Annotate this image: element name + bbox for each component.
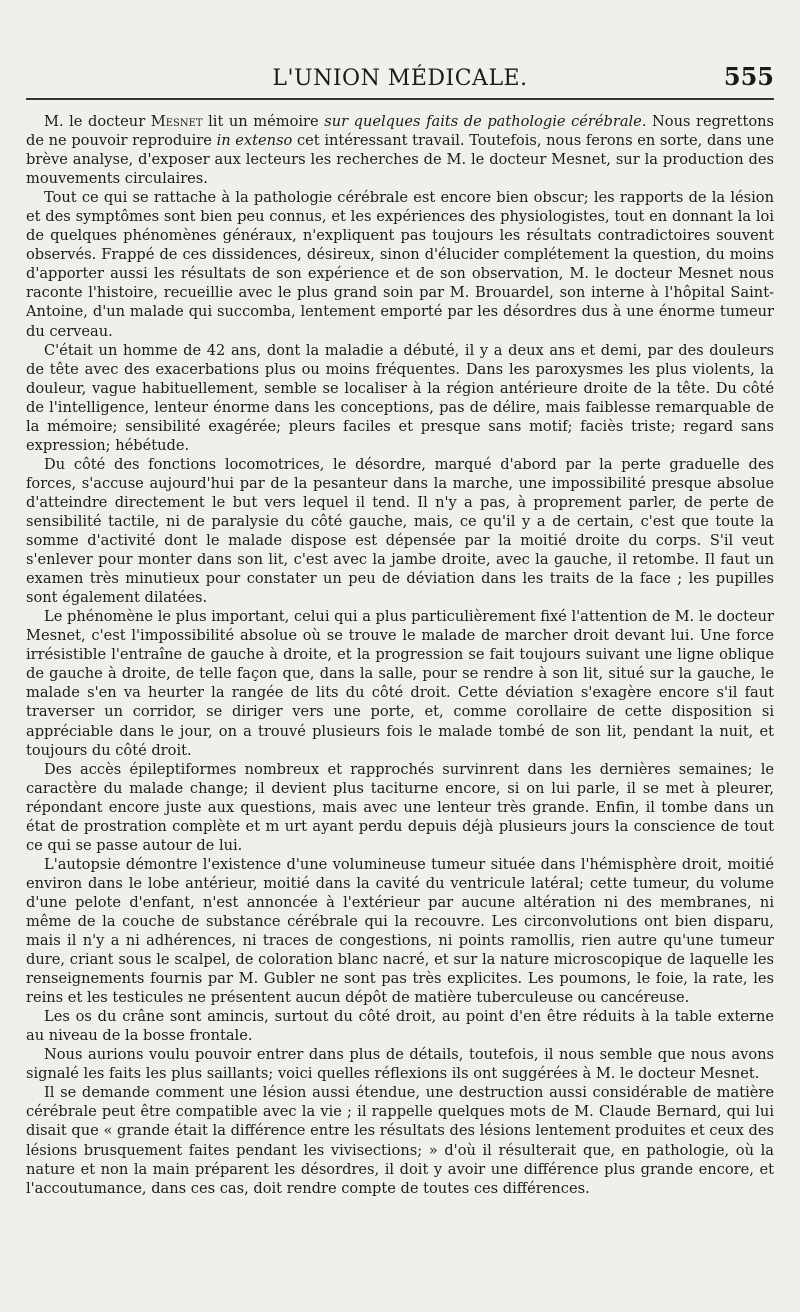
paragraph-9: Nous aurions voulu pouvoir entrer dans plus de détails, toutefois, il nous semble que nous avons signalé les faits les plus saillants; voici quelles réflexions ils ont suggérées à M. le docteur Mesnet. bbox=[26, 1046, 774, 1083]
page-number: 555 bbox=[723, 62, 774, 91]
paragraph-6: Des accès épileptiformes nombreux et rapprochés survinrent dans les dernières semaines; le caractère du malade change; il devient plus taciturne encore, si on lui parle, il se met à pleurer, répondant encore juste aux questions, mais avec une lenteur très grande. Enfin, il tombe dans un état de prostration complète et m urt ayant perdu depuis déjà plusieurs jours la conscience de tout ce qui se passe autour de lui. bbox=[26, 760, 774, 854]
paragraph-1 bbox=[26, 112, 774, 188]
paragraph-1-mid2: Nous regrettons de ne pouvoir reproduire bbox=[26, 113, 775, 150]
paragraph-4: Du côté des fonctions locomotrices, le désordre, marqué d'abord par la perte graduelle des forces, s'accuse aujourd'hui par de la pesanteur dans la marche, une impossibilité presque absolue d'atteindre directement le but vers lequel il tend. Il n'y a pas, à proprement parler, de perte de sensibilité tactile, ni de paralysie du côté gauche, mais, ce qu'il y a de certain, c'est que toute la somme d'activité dont le malade dispose est dépensée par la moitié droite du corps. S'il veut s'enlever pour monter dans son lit, c'est avec la jambe droite, avec la gauche, il retombe. Il faut un examen très minutieux pour constater un peu de déviation dans les traits de la face ; les pupilles sont également dilatées. bbox=[26, 455, 774, 607]
paragraph-5: Le phénomène le plus important, celui qui a plus particulièrement fixé l'attention de M. le docteur Mesnet, c'est l'impossibilité absolue où se trouve le malade de marcher droit devant lui. Une force irrésistible l'entraîne de gauche à droite, et la progression se fait toujours suivant une ligne oblique de gauche à droite, de telle façon que, dans la salle, pour se rendre à son lit, situé sur la gauche, le malade s'en va heurter la rangée de lits du côté droit. Cette déviation s'exagère encore s'il faut traverser un corridor, se diriger vers une porte, et, comme corollaire de cette disposition si appréciable dans le jour, on a trouvé plusieurs fois le malade tombé de son lit, pendant la nuit, et toujours du côté droit. bbox=[26, 608, 774, 759]
paragraph-3: C'était un homme de 42 ans, dont la maladie a débuté, il y a deux ans et demi, par des douleurs de tête avec des exacerbations plus ou moins fréquentes. Dans les paroxysmes les plus violents, la douleur, vague habituellement, semble se localiser à la région antérieure droite de la tête. Du côté de l'intelligence, lenteur énorme dans les conceptions, pas de délire, mais faiblesse remarquable de la mémoire; sensibilité exagérée; pleurs faciles et presque sans motif; faciès triste; regard sans expression; hébétude. bbox=[26, 341, 774, 454]
article-body bbox=[26, 112, 774, 1198]
header-rule bbox=[26, 98, 774, 100]
memoir-title: sur quelques faits de pathologie cérébrale. bbox=[324, 113, 647, 130]
latin-phrase: in extenso bbox=[216, 132, 293, 150]
paragraph-1-rest: cet intéressant travail. Toutefois, nous ferons en sorte, dans une brève analyse, d'exposer aux lecteurs les recherches de M. le docteur Mesnet, sur la production des mouvements circulaires. bbox=[26, 132, 774, 188]
paragraph-1-lead: M. le docteur bbox=[44, 113, 151, 130]
paragraph-10: Il se demande comment une lésion aussi étendue, une destruction aussi considérable de matière cérébrale peut être compatible avec la vie ; il rappelle quelques mots de M. Claude Bernard, qui lui disait que « grande était la différence entre les résultats des lésions lentement produites et ceux des lésions brusquement faites pendant les vivisections; » d'où il résulterait que, en pathologie, où la nature et non la main préparent les désordres, il doit y avoir une différence plus grande encore, et l'accoutumance, dans ces cas, doit rendre compte de toutes ces différences. bbox=[26, 1084, 774, 1197]
paragraph-8: Les os du crâne sont amincis, surtout du côté droit, au point d'en être réduits à la table externe au niveau de la bosse frontale. bbox=[26, 1008, 774, 1045]
paragraph-2: Tout ce qui se rattache à la pathologie cérébrale est encore bien obscur; les rapports de la lésion et des symptômes sont bien peu connus, et les expériences des physiologistes, tout en donnant la loi de quelques phénomènes généraux, n'expliquent pas toujours les résultats contradictoires souvent observés. Frappé de ces dissidences, désireux, sinon d'élucider complétement la question, du moins d'apporter aussi les résultats de son expérience et de son observation, M. le docteur Mesnet nous raconte l'histoire, recueillie avec le plus grand soin par M. Brouardel, son interne à l'hôpital Saint-Antoine, d'un malade qui succomba, lentement emporté par les désordres dus à une énorme tumeur du cerveau. bbox=[26, 189, 774, 340]
page-header bbox=[26, 58, 774, 100]
running-title: L'UNION MÉDICALE. bbox=[272, 66, 528, 91]
author-name: Mesnet bbox=[150, 113, 203, 130]
paragraph-7: L'autopsie démontre l'existence d'une volumineuse tumeur située dans l'hémisphère droit, moitié environ dans le lobe antérieur, moitié dans la cavité du ventricule latéral; cette tumeur, du volume d'une pelote d'enfant, n'est annoncée à l'extérieur par aucune altération ni des membranes, ni même de la couche de substance cérébrale qui la recouvre. Les circonvolutions ont bien disparu, mais il n'y a ni adhérences, ni traces de congestions, ni points ramollis, rien autre qu'une tumeur dure, criant sous le scalpel, de coloration blanc nacré, et sur la nature microscopique de laquelle les renseignements fournis par M. Gubler ne sont pas très explicites. Les poumons, le foie, la rate, les reins et les testicules ne présentent aucun dépôt de matière tuberculeuse ou cancéreuse. bbox=[26, 855, 774, 1007]
paragraph-1-mid: lit un mémoire bbox=[202, 113, 325, 130]
